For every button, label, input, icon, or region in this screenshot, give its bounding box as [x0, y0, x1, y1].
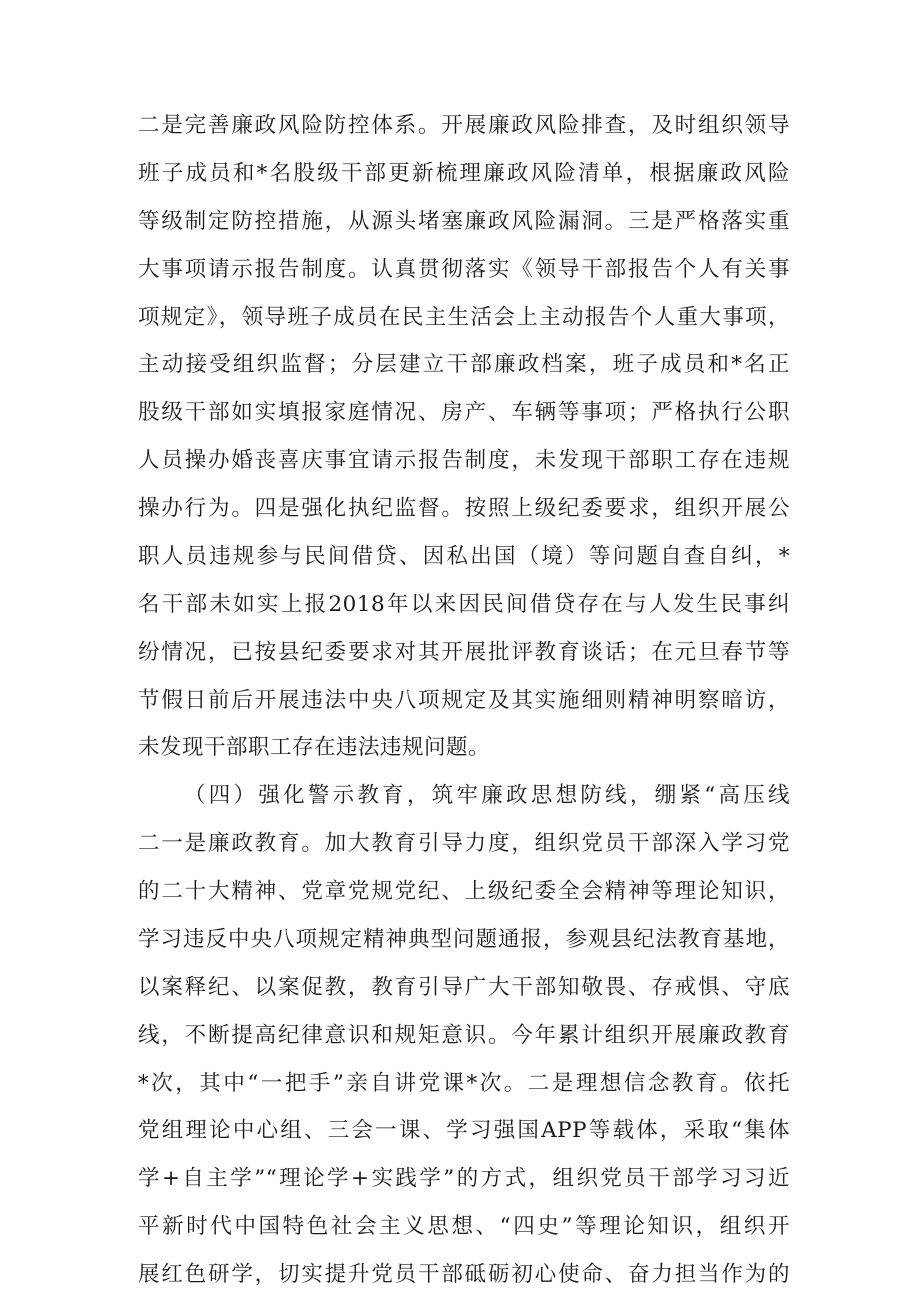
text-line: 主动接受组织监督；分层建立干部廉政档案，班子成员和*名正 [138, 352, 790, 377]
text-line: 党组理论中心组、三会一课、学习强国APP等载体，采取“集体 [138, 1118, 790, 1143]
text-line: 操办行为。四是强化执纪监督。按照上级纪委要求，组织开展公 [138, 496, 790, 521]
text-line: 二是完善廉政风险防控体系。开展廉政风险排查，及时组织领导 [138, 113, 790, 138]
text-line: 以案释纪、以案促教，教育引导广大干部知敬畏、存戒惧、守底 [138, 975, 790, 1000]
text-line: 班子成员和*名股级干部更新梳理廉政风险清单，根据廉政风险 [138, 161, 790, 186]
text-line: 学+自主学”“理论学+实践学”的方式，组织党员干部学习习近 [138, 1166, 790, 1191]
text-line: 平新时代中国特色社会主义思想、“四史”等理论知识，组织开 [138, 1214, 790, 1239]
text-line: 展红色研学，切实提升党员干部砥砺初心使命、奋力担当作为的 [138, 1262, 790, 1287]
text-line: 未发现干部职工存在违法违规问题。 [138, 735, 491, 760]
text-line: 的二十大精神、党章党规党纪、上级纪委全会精神等理论知识， [138, 879, 790, 904]
text-line: 等级制定防控措施，从源头堵塞廉政风险漏洞。三是严格落实重 [138, 209, 790, 234]
text-line: 二一是廉政教育。加大教育引导力度，组织党员干部深入学习党 [138, 831, 790, 856]
text-line: 名干部未如实上报2018年以来因民间借贷存在与人发生民事纠 [138, 592, 790, 617]
text-line: 股级干部如实填报家庭情况、房产、车辆等事项；严格执行公职 [138, 400, 790, 425]
section-heading: （四）强化警示教育，筑牢廉政思想防线，绷紧“高压线 [184, 783, 790, 808]
text-line: 节假日前后开展违法中央八项规定及其实施细则精神明察暗访， [138, 688, 790, 713]
text-line: 职人员违规参与民间借贷、因私出国（境）等问题自查自纠，* [138, 544, 790, 569]
text-line: *次，其中“一把手”亲自讲党课*次。二是理想信念教育。依托 [138, 1071, 790, 1096]
text-line: 项规定》，领导班子成员在民主生活会上主动报告个人重大事项， [138, 305, 790, 330]
text-line: 学习违反中央八项规定精神典型问题通报，参观县纪法教育基地， [138, 927, 790, 952]
text-line: 大事项请示报告制度。认真贯彻落实《领导干部报告个人有关事 [138, 257, 790, 282]
text-line: 人员操办婚丧喜庆事宜请示报告制度，未发现干部职工存在违规 [138, 448, 790, 473]
text-line: 线，不断提高纪律意识和规矩意识。今年累计组织开展廉政教育 [138, 1023, 790, 1048]
text-line: 纷情况，已按县纪委要求对其开展批评教育谈话；在元旦春节等 [138, 640, 790, 665]
